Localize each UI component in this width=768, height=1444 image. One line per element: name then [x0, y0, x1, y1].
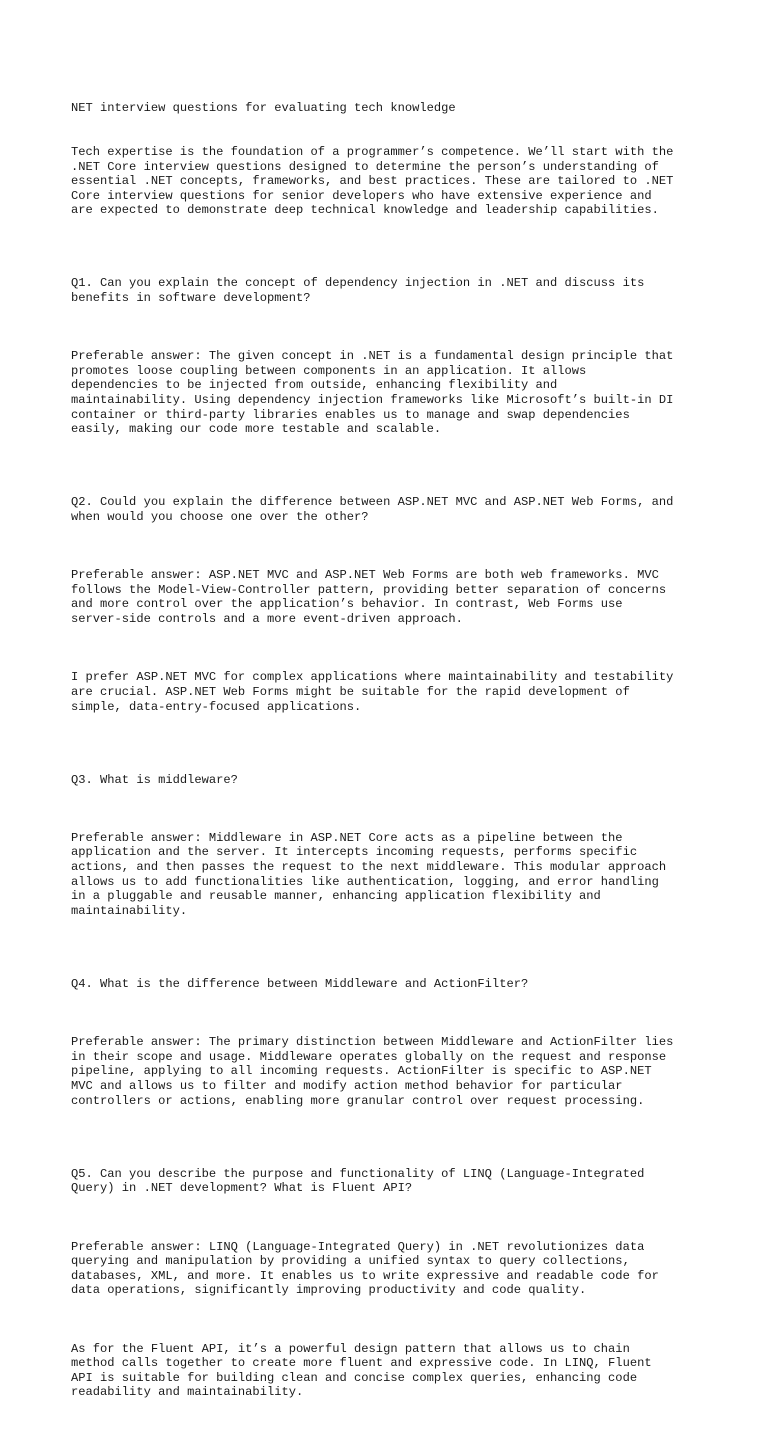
question-5: Q5. Can you describe the purpose and functionality of LINQ (Language-Integrated Query) in .NET development? What is Fluent API? [71, 1166, 645, 1196]
answer-1: Preferable answer: The given concept in .NET is a fundamental design principle that promotes loose coupling between components in an application. It allows dependencies to be injected from outside, enhancing flexibility and maintainability. Using dependency injection frameworks like Microsoft’s built-in DI container or third-party libraries enables us to manage and swap dependencies easily, making our code more testable and scalable. [71, 349, 674, 437]
document-title: NET interview questions for evaluating tech knowledge [71, 101, 456, 116]
question-2: Q2. Could you explain the difference between ASP.NET MVC and ASP.NET Web Forms, and when would you choose one over the other? [71, 495, 674, 524]
answer-3: Preferable answer: Middleware in ASP.NET Core acts as a pipeline between the application and the server. It intercepts incoming requests, performs specific actions, and then passes the request to the next middleware. This modular approach allows us to add functionalities like authentication, logging, and error handling in a pluggable and reusable manner, enhancing application flexibility and maintainability. [71, 830, 667, 918]
question-1: Q1. Can you explain the concept of dependency injection in .NET and discuss its benefits in software development? [71, 276, 645, 305]
answer-5: Preferable answer: LINQ (Language-Integrated Query) in .NET revolutionizes data querying and manipulation by providing a unified syntax to query collections, databases, XML, and more. It enables us to write expressive and readable code for data operations, significantly improving productivity and code quality. [71, 1239, 659, 1298]
question-4: Q4. What is the difference between Middleware and ActionFilter? [71, 976, 529, 991]
answer-4: Preferable answer: The primary distinction between Middleware and ActionFilter lies in their scope and usage. Middleware operates globally on the request and response pipeline, applying to all incoming requests. ActionFilter is specific to ASP.NET MVC and allows us to filter and modify action method behavior for particular controllers or actions, enabling more granular control over request processing. [71, 1035, 674, 1108]
intro-paragraph: Tech expertise is the foundation of a programmer’s competence. We’ll start with the .NET Core interview questions designed to determine the person’s understanding of essential .NET concepts, frameworks, and best practices. These are tailored to .NET Core interview questions for senior developers who have extensive experience and are expected to demonstrate deep technical knowledge and leadership capabilities. [71, 144, 674, 218]
answer-2-followup: I prefer ASP.NET MVC for complex applications where maintainability and testability are crucial. ASP.NET Web Forms might be suitable for the rapid development of simple, data-entry-focused applications. [71, 670, 674, 714]
question-3: Q3. What is middleware? [71, 772, 238, 787]
answer-2: Preferable answer: ASP.NET MVC and ASP.NET Web Forms are both web frameworks. MVC follows the Model-View-Controller pattern, providing better separation of concerns and more control over the application’s behavior. In contrast, Web Forms use server-side controls and a more event-driven approach. [71, 568, 667, 626]
document-body [71, 72, 711, 1444]
answer-5-followup: As for the Fluent API, it’s a powerful design pattern that allows us to chain method calls together to create more fluent and expressive code. In LINQ, Fluent API is suitable for building clean and concise complex queries, enhancing code readability and maintainability. [71, 1341, 652, 1400]
